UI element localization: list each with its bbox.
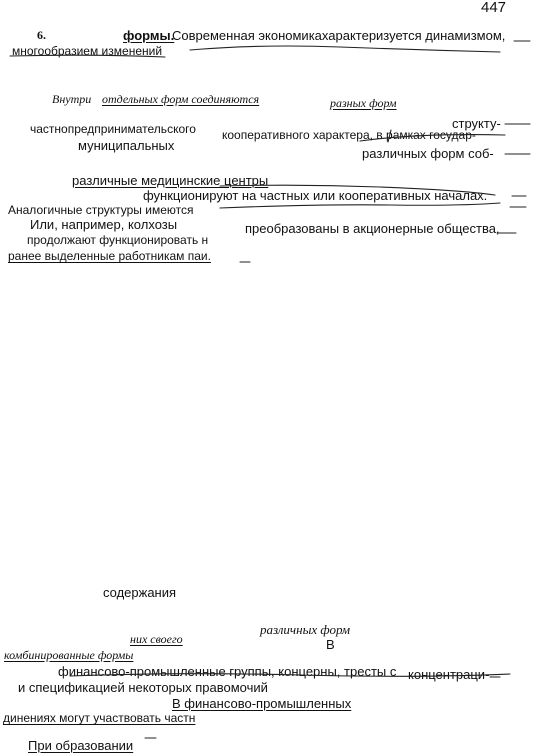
squiggle-mark — [360, 135, 505, 141]
squiggle-mark — [70, 674, 510, 677]
text-fragment: финансово-промышленные группы, концерны, тресты с — [58, 664, 397, 679]
text-fragment: частнопредпринимательского — [30, 122, 196, 136]
squiggle-mark — [220, 203, 500, 208]
text-fragment: разных форм — [330, 96, 397, 110]
text-fragment: Или, например, колхозы — [30, 217, 178, 232]
text-fragment: преобразованы в акционерные общества, — [245, 221, 500, 236]
text-fragment: и спецификацией некоторых правомочий — [18, 680, 268, 695]
bracket-mark — [388, 130, 391, 142]
text-fragment: Современная экономикахарактеризуется динамизмом, — [172, 28, 506, 43]
page-number: 447 — [481, 0, 507, 16]
squiggle-mark — [220, 185, 495, 195]
text-fragment: Аналогичные структуры имеются — [8, 203, 194, 217]
text-fragment: различные медицинские центры — [72, 173, 269, 188]
text-fragment: отдельных форм соединяются — [102, 92, 260, 106]
text-fragment: функционируют на частных или кооперативных началах. — [143, 188, 488, 203]
text-fragment: формы. — [123, 28, 175, 43]
text-fragment: многообразием изменений — [12, 44, 163, 58]
text-fragment: В — [326, 637, 335, 652]
text-fragment: продолжают функционировать н — [27, 233, 209, 247]
text-fragment: кооперативного характера, в рамках государ- — [222, 128, 476, 142]
squiggle-mark — [10, 55, 165, 57]
text-fragment: концентраци- — [408, 667, 490, 682]
text-fragment: различных форм — [260, 622, 351, 637]
text-fragment: Внутри — [52, 92, 92, 106]
text-fragment: комбинированные формы — [4, 648, 134, 662]
text-fragment: динениях могут участвовать частн — [3, 711, 196, 725]
text-fragment: них своего — [130, 632, 183, 646]
text-fragment: В финансово-промышленных — [172, 696, 352, 711]
text-fragment: структу- — [452, 116, 501, 131]
squiggle-mark — [190, 46, 500, 52]
section-number: 6. — [37, 28, 46, 42]
text-fragment: При образовании — [28, 738, 134, 753]
text-fragment: содержания — [103, 585, 177, 600]
text-fragment: различных форм соб- — [362, 146, 494, 161]
text-fragment: муниципальных — [78, 138, 175, 153]
text-fragment: ранее выделенные работникам паи. — [8, 249, 211, 263]
